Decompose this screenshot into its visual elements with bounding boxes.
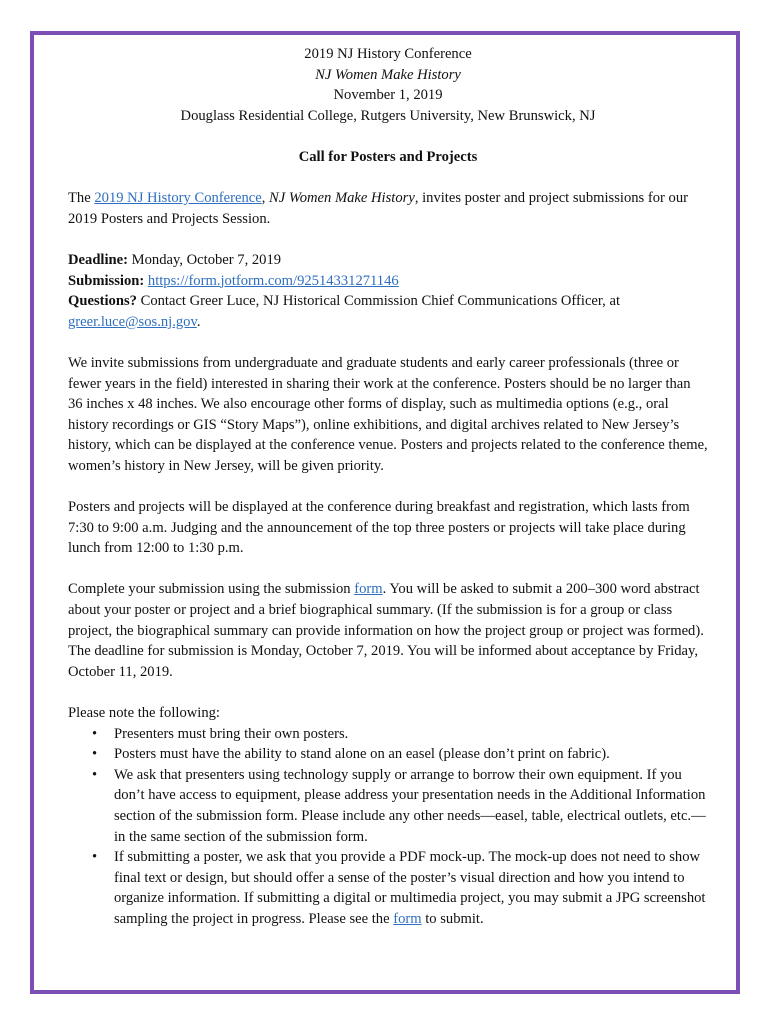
deadline-value: Monday, October 7, 2019 xyxy=(128,251,282,268)
questions-line xyxy=(68,291,708,332)
questions-period: . xyxy=(196,313,201,330)
note-suffix: to submit. xyxy=(421,910,484,927)
questions-text: Contact Greer Luce, NJ Historical Commission Chief Communications Officer, at xyxy=(136,293,621,310)
intro-paragraph xyxy=(68,188,708,229)
questions-label: Questions? xyxy=(68,293,137,310)
email-link[interactable]: greer.luce@sos.nj.gov xyxy=(68,313,197,330)
form-link[interactable]: form xyxy=(354,581,383,598)
conference-date: November 1, 2019 xyxy=(333,87,443,104)
conference-header xyxy=(134,44,642,126)
intro-prefix: The xyxy=(68,190,95,207)
conference-link[interactable]: 2019 NJ History Conference xyxy=(94,190,262,207)
list-item: • We ask that presenters using technology supply or arrange to borrow their own equipment. If you don’t have access to equipment, please address your presentation needs in the Additional Information section of the submission form. Please include any other needs—easel, table, electrical outlets, etc.—in the same section of the submission form. xyxy=(114,765,708,847)
intro-suffix: , invites poster and project submissions for our 2019 Posters and Projects Session. xyxy=(68,190,689,227)
conference-theme: NJ Women Make History xyxy=(315,66,461,83)
conference-name: 2019 NJ History Conference xyxy=(304,46,472,62)
list-item: • Posters must have the ability to stand alone on an easel (please don’t print on fabric). xyxy=(114,744,708,765)
submission-link[interactable]: https://form.jotform.com/92514331271146 xyxy=(147,272,399,289)
submission-label: Submission: xyxy=(68,272,145,289)
document-body xyxy=(68,44,708,930)
note-text: If submitting a poster, we ask that you provide a PDF mock-up. The mock-up does not need to show final text or design, but should offer a sense of the poster’s visual direction and how you intend to organize information. If submitting a digital or multimedia project, you may submit a JPG screenshot sampling the project in progress. Please see the xyxy=(114,849,706,927)
conference-venue: Douglass Residential College, Rutgers University, New Brunswick, NJ xyxy=(180,107,596,124)
intro-comma: , xyxy=(261,190,270,207)
deadline-label: Deadline: xyxy=(68,251,128,268)
notes-intro: Please note the following: xyxy=(68,705,220,721)
form-link-2[interactable]: form xyxy=(393,910,422,927)
list-item: • Presenters must bring their own posters. xyxy=(114,724,708,745)
intro-theme: NJ Women Make History xyxy=(269,190,415,207)
complete-paragraph xyxy=(68,579,708,682)
complete-prefix: Complete your submission using the submission xyxy=(68,581,355,598)
list-item xyxy=(114,847,708,929)
page-title: Call for Posters and Projects xyxy=(298,148,478,165)
notes-list xyxy=(68,724,708,930)
complete-suffix: . You will be asked to submit a 200–300 word abstract about your poster or project and a brief biographical summary. (If the submission is for a group or class project, the biographical summary can provide information on how the project group or project was formed). The deadline for submission is Monday, October 7, 2019. You will be informed about acceptance by Friday, October 11, 2019. xyxy=(68,581,704,680)
submission-line xyxy=(68,271,708,292)
schedule-paragraph: Posters and projects will be displayed at the conference during breakfast and registration, which lasts from 7:30 to 9:00 a.m. Judging and the announcement of the top three posters or projects will take place during lunch from 12:00 to 1:30 p.m. xyxy=(68,499,690,557)
invite-paragraph: We invite submissions from undergraduate and graduate students and early career professionals (three or fewer years in the field) interested in sharing their work at the conference. Posters should be no larger than 36 inches x 48 inches. We also encourage other forms of display, such as multimedia options (e.g., oral history recordings or GIS “Story Maps”), online exhibitions, and digital archives related to New Jersey’s history, which can be displayed at the conference venue. Posters and projects related to the conference theme, women’s history in New Jersey, will be given priority. xyxy=(68,354,708,474)
deadline-line xyxy=(68,250,708,271)
